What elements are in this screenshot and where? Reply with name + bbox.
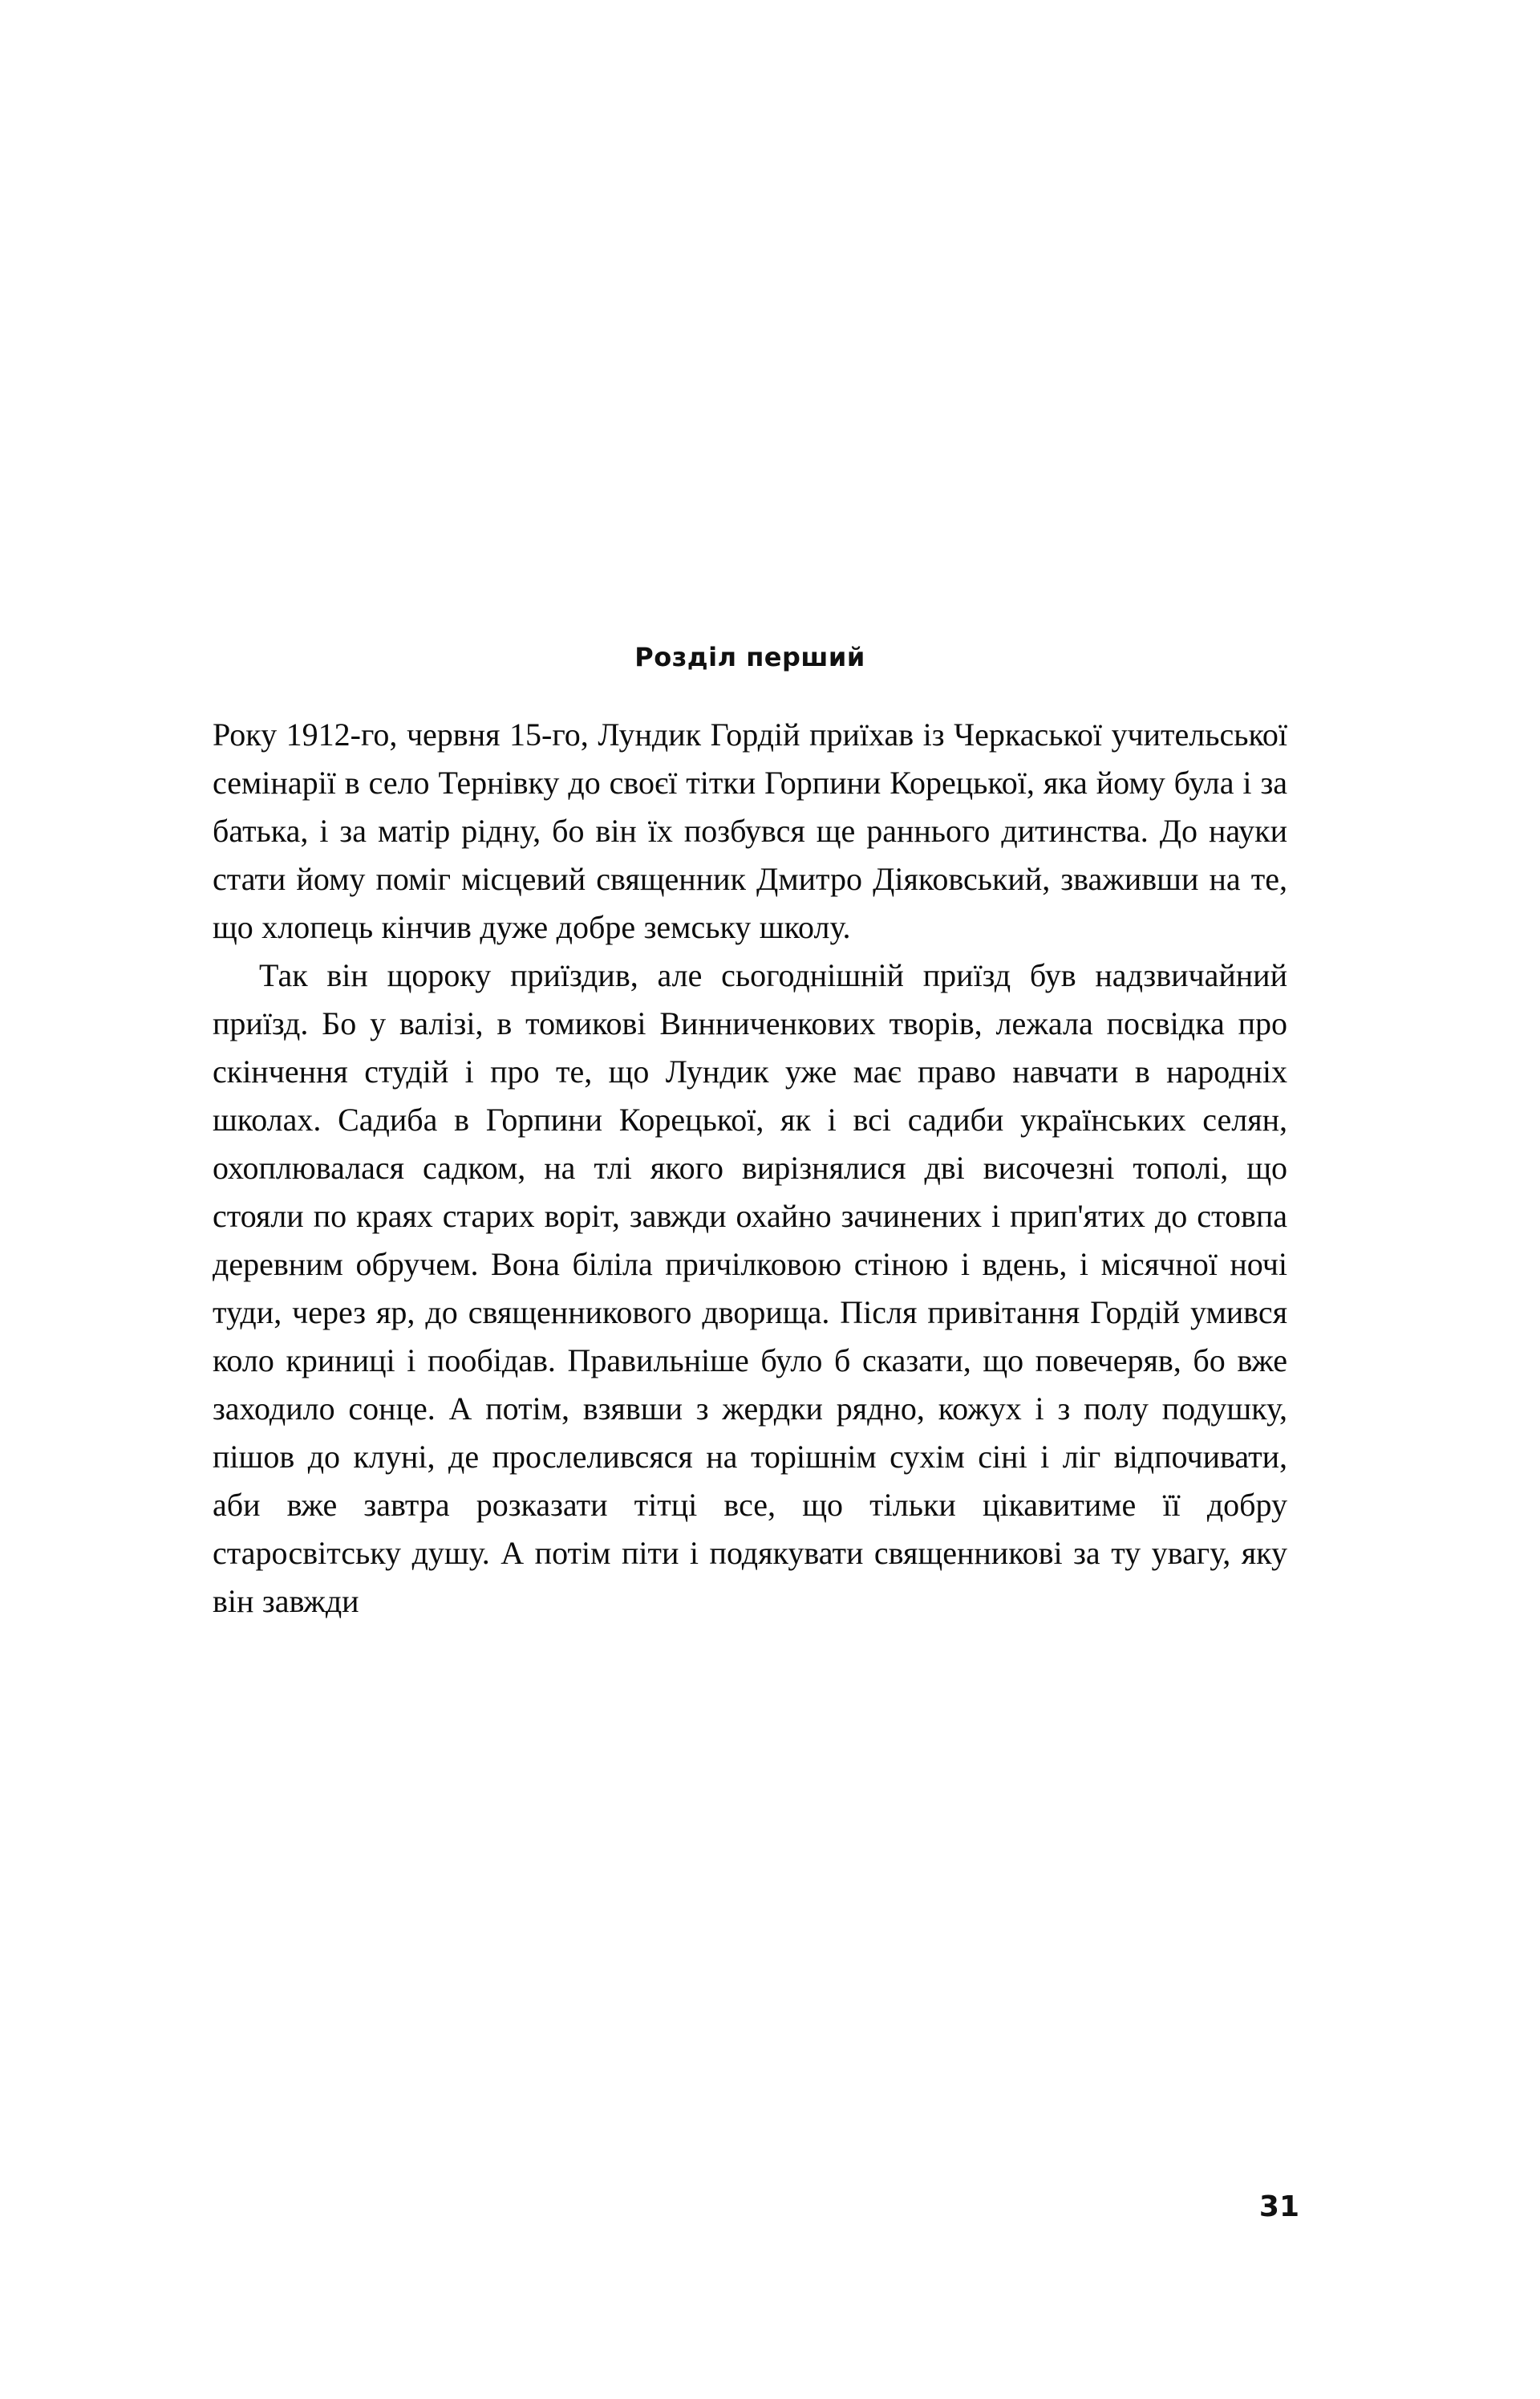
body-paragraph-2: Так він щороку приїздив, але сьогоднішній приїзд був надзвичайний приїзд. Бо у валізі, в томикові Винниченкових творів, лежала посвідка про скінчення студій і про те, що Лундик уже має право навчати в народніх школах. Садиба в Горпини Корецької, як і всі садиби українських селян, охоплювалася садком, на тлі якого вирізнялися дві височезні тополі, що стояли по краях старих воріт, завжди охайно зачинених і прип'ятих до стовпа деревним обручем. Вона біліла причілковою стіною і вдень, і місячної ночі туди, через яр, до священникового дворища. Після привітання Гордій умився коло криниці і пообідав. Правильніше було б сказати, що повечеряв, бо вже заходило сонце. А потім, взявши з жердки рядно, кожух і з полу подушку, пішов до клуні, де прослеливсяся на торішнім сухім сіні і ліг відпочивати, аби вже завтра розказати тітці все, що тільки цікавитиме її добру старосвітську душу. А потім піти і подякувати священникові за ту увагу, яку він завжди [213,957,1287,1620]
body-paragraph-1: Року 1912-го, червня 15-го, Лундик Гордій приїхав із Черкаської учительської семінарії в село Тернівку до своєї тітки Горпини Корецької, яка йому була і за батька, і за матір рідну, бо він їх позбувся ще раннього дитинства. До науки стати йому поміг місцевий священник Дмитро Діяковський, зваживши на те, що хлопець кінчив дуже добре земську школу. [213,716,1287,946]
page-number: 31 [1258,2190,1299,2223]
chapter-heading: Розділ перший [634,642,865,672]
text-column [213,642,1287,1626]
